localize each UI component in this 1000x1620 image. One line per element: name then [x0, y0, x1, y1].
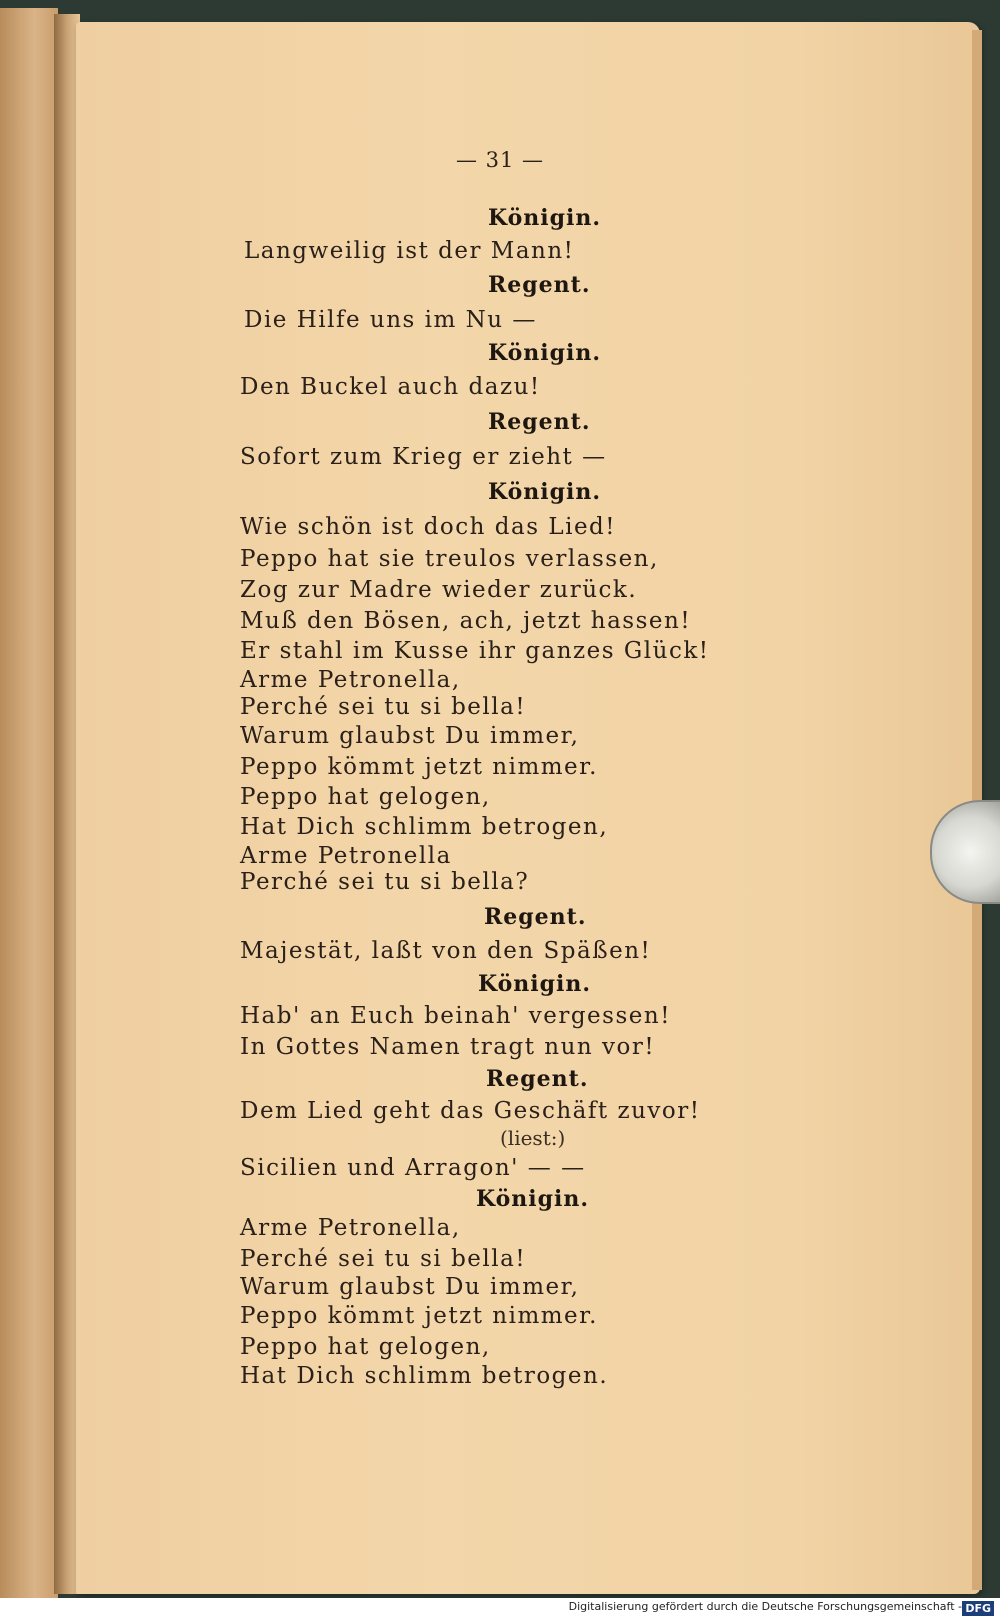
verse-line: Sicilien und Arragon' — —	[240, 1155, 586, 1181]
verse-line: Arme Petronella,	[240, 667, 461, 693]
verse-line: Sofort zum Krieg er zieht —	[240, 444, 607, 470]
speaker-name: Königin.	[488, 479, 602, 505]
speaker-name: Regent.	[488, 409, 591, 435]
verse-line: Perché sei tu si bella!	[240, 694, 527, 720]
speaker-name: Regent.	[484, 904, 587, 930]
verse-line: Warum glaubst Du immer,	[240, 723, 580, 749]
verse-line: Majestät, laßt von den Späßen!	[240, 938, 652, 964]
speaker-name: Königin.	[476, 1186, 590, 1212]
verse-line: Arme Petronella,	[240, 1215, 461, 1241]
verse-line: Langweilig ist der Mann!	[244, 238, 575, 264]
verse-line: Peppo hat gelogen,	[240, 1334, 491, 1360]
speaker-name: Regent.	[488, 272, 591, 298]
verse-line: Hab' an Euch beinah' vergessen!	[240, 1003, 671, 1029]
verse-line: Peppo hat sie treulos verlassen,	[240, 546, 659, 572]
previous-page-edge	[0, 8, 58, 1598]
verse-line: Dem Lied geht das Geschäft zuvor!	[240, 1098, 701, 1124]
verse-line: Peppo kömmt jetzt nimmer.	[240, 1303, 598, 1329]
verse-line: Perché sei tu si bella!	[240, 1246, 527, 1272]
verse-line: Den Buckel auch dazu!	[240, 374, 541, 400]
verse-line: Wie schön ist doch das Lied!	[240, 514, 617, 540]
footer-bar	[0, 1598, 1000, 1620]
verse-line: Peppo kömmt jetzt nimmer.	[240, 754, 598, 780]
verse-line: Hat Dich schlimm betrogen.	[240, 1363, 609, 1389]
verse-line: Peppo hat gelogen,	[240, 784, 491, 810]
verse-line: Zog zur Madre wieder zurück.	[240, 577, 638, 603]
verse-line: Die Hilfe uns im Nu —	[244, 307, 537, 333]
verse-line: Er stahl im Kusse ihr ganzes Glück!	[240, 638, 710, 664]
speaker-name: Regent.	[486, 1066, 589, 1092]
stage-direction: (liest:)	[500, 1126, 566, 1150]
verse-line: Warum glaubst Du immer,	[240, 1274, 580, 1300]
verse-line: Arme Petronella	[240, 843, 452, 869]
verse-line: In Gottes Namen tragt nun vor!	[240, 1034, 656, 1060]
funding-credit: Digitalisierung gefördert durch die Deutsche Forschungsgemeinschaft -	[568, 1600, 962, 1613]
page-number: — 31 —	[455, 148, 545, 172]
verse-line: Muß den Bösen, ach, jetzt hassen!	[240, 608, 692, 634]
dfg-logo: DFG	[962, 1601, 994, 1616]
speaker-name: Königin.	[488, 340, 602, 366]
verse-line: Perché sei tu si bella?	[240, 869, 530, 895]
verse-line: Hat Dich schlimm betrogen,	[240, 814, 609, 840]
speaker-name: Königin.	[488, 205, 602, 231]
speaker-name: Königin.	[478, 971, 592, 997]
